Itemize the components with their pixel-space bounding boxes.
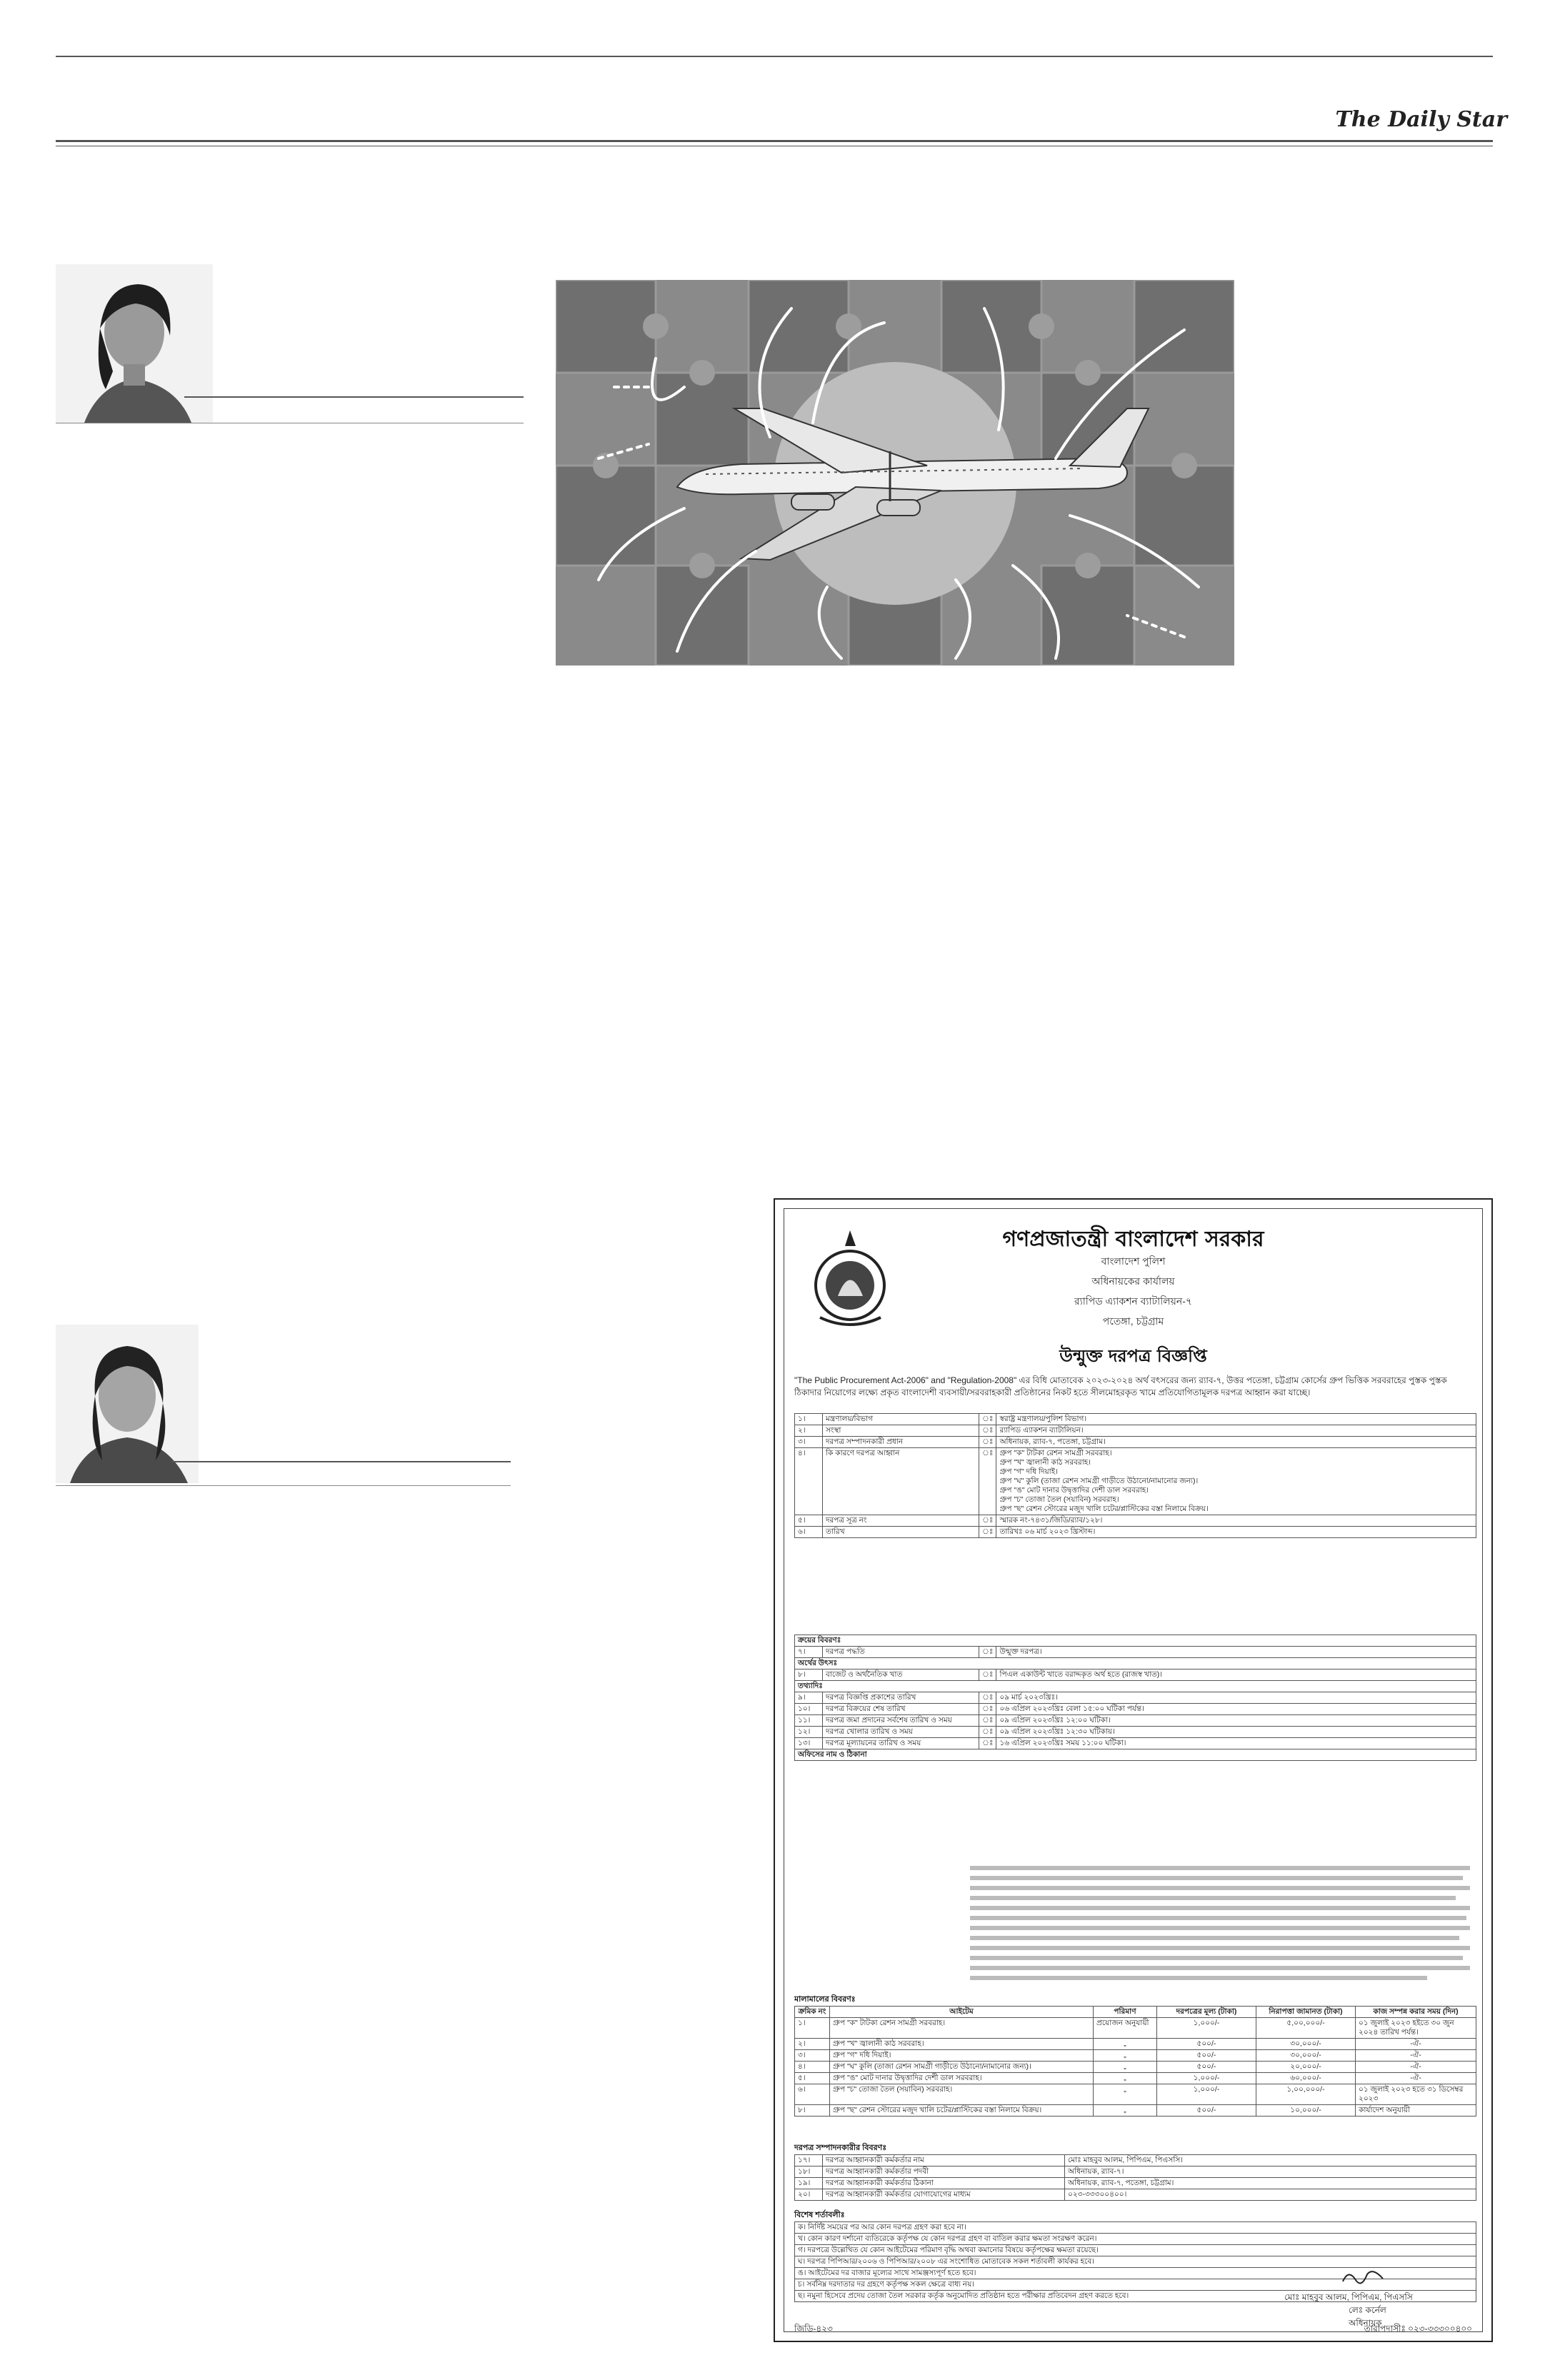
items-section-header: মালামালের বিবরণঃ xyxy=(794,1995,856,2004)
notice-sub-3: র‍্যাপিড এ্যাকশন ব্যাটালিয়ন-৭ xyxy=(1074,1295,1193,1307)
top-rule xyxy=(56,56,1493,57)
conditions-table xyxy=(794,2221,1476,2302)
row-label: দরপত্র বিজ্ঞপ্তি প্রকাশের তারিখ xyxy=(823,1692,979,1704)
list-item: ঙ। আইটেমের দর বাজার মূল্যের সাথে সামঞ্জস্যপূর্ণ হতে হবে। xyxy=(795,2268,1476,2279)
col-header: দরপত্রের মূল্য (টাকা) xyxy=(1157,2007,1256,2018)
row-label: তারিখ xyxy=(823,1527,979,1538)
row-value: অধিনায়ক, র‍্যাব-৭, পতেঙ্গা, চট্টগ্রাম। xyxy=(996,1437,1476,1448)
row-label: দরপত্র খোলার তারিখ ও সময় xyxy=(823,1727,979,1738)
table-row: ১। মন্ত্রণালয়/বিভাগ ঃ স্বরাষ্ট্র মন্ত্রণালয়/পুলিশ বিভাগ। xyxy=(795,1414,1476,1425)
row-label: দরপত্র জমা প্রদানের সর্বশেষ তারিখ ও সময় xyxy=(823,1715,979,1727)
row-no: ৮। xyxy=(795,1669,823,1681)
officer-section-header: দরপত্র সম্পাদনকারীর বিবরণঃ xyxy=(794,2144,887,2152)
col-header: পরিমাণ xyxy=(1094,2007,1157,2018)
table-row: ৪। গ্রুপ "ঘ" কুলি (তাজা রেশন সামগ্রী গাড়ীতে উঠানো/নামানোর জন্য)। „ ৫০০/- ২০,০০০/- -ঐ- xyxy=(795,2062,1476,2073)
table-row: ২। গ্রুপ "খ" জ্বালানী কাঠ সরবরাহ। „ ৫০০/- ৩০,০০০/- -ঐ- xyxy=(795,2039,1476,2050)
list-item: ক। নির্দিষ্ট সময়ের পর আর কোন দরপত্র গ্রহণ করা হবে না। xyxy=(795,2222,1476,2234)
group-item: গ্রুপ "গ" দধি দিয়াই। xyxy=(999,1467,1058,1476)
table-row: ৭। দরপত্র পদ্ধতি ঃ উন্মুক্ত দরপত্র। xyxy=(795,1647,1476,1658)
row-value: ০৯ মার্চ ২০২৩খ্রিঃ। xyxy=(996,1692,1476,1704)
row-label: দরপত্র সম্পাদনকারী প্রধান xyxy=(823,1437,979,1448)
section-header: অর্থের উৎসঃ xyxy=(795,1658,1476,1669)
section-header: তথ্যাদিঃ xyxy=(795,1681,1476,1692)
row-label: দরপত্র সূত্র নং xyxy=(823,1515,979,1527)
row-no: ২। xyxy=(795,1425,823,1437)
table-row: ৬। গ্রুপ "চ" তোজা তৈল (সয়াবিন) সরবরাহ। „ ১,০০০/- ১,০০,০০০/- ০১ জুলাই ২০২৩ হতে ৩১ ডিসেম্বর ২০২৩ xyxy=(795,2084,1476,2105)
row-no: ৬। xyxy=(795,1527,823,1538)
list-item: চ। সর্বনিম্ন দরদাতার দর গ্রহণে কর্তৃপক্ষ সকল ক্ষেত্রে বাধ্য নয়। xyxy=(795,2279,1476,2291)
table-row: ৩। দরপত্র সম্পাদনকারী প্রধান ঃ অধিনায়ক, র‍্যাব-৭, পতেঙ্গা, চট্টগ্রাম। xyxy=(795,1437,1476,1448)
table-row: ১২। দরপত্র খোলার তারিখ ও সময় ঃ ০৯ এপ্রিল ২০২৩খ্রিঃ ১২:৩০ ঘটিকায়। xyxy=(795,1727,1476,1738)
table-row: ৬। তারিখ ঃ তারিখঃ ০৬ মার্চ ২০২৩ খ্রিস্টাব্দ। xyxy=(795,1527,1476,1538)
tender-notice-border xyxy=(784,1208,1483,2332)
officer-table xyxy=(794,2154,1476,2201)
author-photo-1 xyxy=(56,264,213,423)
items-table xyxy=(794,2006,1476,2117)
table-row: ৩। গ্রুপ "গ" দধি দিয়াই। „ ৫০০/- ৩০,০০০/- -ঐ- xyxy=(795,2050,1476,2062)
row-label: দরপত্র পদ্ধতি xyxy=(823,1647,979,1658)
row-no: ৩। xyxy=(795,1437,823,1448)
footer-left-code: জিডি-৪২৩ xyxy=(794,2324,833,2334)
list-item: খ। কোন কারণ দর্শানো ব্যতিরেকে কর্তৃপক্ষ যে কোন দরপত্র গ্রহণ বা বাতিল করার ক্ষমতা সংরক্ষণ করেন। xyxy=(795,2234,1476,2245)
row-value: স্বরাষ্ট্র মন্ত্রণালয়/পুলিশ বিভাগ। xyxy=(996,1414,1476,1425)
row-label: বাজেট ও অর্থনৈতিক খাত xyxy=(823,1669,979,1681)
table-row: ২। সংস্থা ঃ র‍্যাপিড এ্যাকশন ব্যাটালিয়ন। xyxy=(795,1425,1476,1437)
row-value: ০৯ এপ্রিল ২০২৩খ্রিঃ ১২:০০ ঘটিকা। xyxy=(996,1715,1476,1727)
col-header: আইটেম xyxy=(830,2007,1094,2018)
row-value: স্মারক নং-৭৪৩১/জিডি/র‍্যাব/১২৮। xyxy=(996,1515,1476,1527)
group-item: গ্রুপ "ঘ" কুলি (তাজা রেশন সামগ্রী গাড়ীতে উঠানো/নামানোর জন্য)। xyxy=(999,1477,1199,1485)
info-table-mid xyxy=(794,1635,1476,1761)
author-2-rule-1 xyxy=(171,1461,511,1462)
table-row: ৪। কি কারণে দরপত্র আহ্বান ঃ গ্রুপ "ক" টাটকা রেশন সামগ্রী সরবরাহ। গ্রুপ "খ" জ্বালানী কাঠ সরবরাহ। গ্রুপ "গ" দধি দিয়াই। গ্রুপ "ঘ" কুলি (তাজা রেশন সামগ্রী গাড়ীতে উঠানো/নামানোর জন্য)। গ্রুপ "ঙ" মোট দানার উদ্বৃত্তাদির দেশী ডাল সরবরাহ। গ্রুপ "চ" তোজা তৈল (সয়াবিন) সরবরাহ। গ্রুপ "ছ" রেশন স্টোরের মজুদ খালি চটের/প্লাস্টিকের বস্তা নিলামে বিক্রয়। xyxy=(795,1448,1476,1515)
notice-sub-1: বাংলাদেশ পুলিশ xyxy=(1101,1255,1166,1267)
section-header: অফিসের নাম ও ঠিকানা xyxy=(795,1749,1476,1761)
table-header-row xyxy=(795,2007,1476,2018)
row-value: পিএল একাউন্ট খাতে বরাদ্দকৃত অর্থ হতে (রাজস্ব খাত)। xyxy=(996,1669,1476,1681)
list-item: ঘ। দরপত্র পিপিআর/২০০৬ ও পিপিআর/২০০৮ এর সংশোধিত মোতাবেক সকল শর্তাবলী কার্যকর হবে। xyxy=(795,2256,1476,2268)
notice-sub-4: পতেঙ্গা, চট্টগ্রাম xyxy=(1102,1315,1164,1327)
group-item: গ্রুপ "চ" তোজা তৈল (সয়াবিন) সরবরাহ। xyxy=(999,1495,1119,1504)
table-row: ৫। গ্রুপ "ঙ" মোট দানার উদ্বৃত্তাদির দেশী ডাল সরবরাহ। „ ১,০০০/- ৬০,০০০/- -ঐ- xyxy=(795,2073,1476,2084)
signature-scribble xyxy=(1341,2267,1384,2289)
row-no: ৫। xyxy=(795,1515,823,1527)
row-no: ১১। xyxy=(795,1715,823,1727)
table-row: ৫। দরপত্র সূত্র নং ঃ স্মারক নং-৭৪৩১/জিডি/র‍্যাব/১২৮। xyxy=(795,1515,1476,1527)
table-row: ৯। দরপত্র বিজ্ঞপ্তি প্রকাশের তারিখ ঃ ০৯ মার্চ ২০২৩খ্রিঃ। xyxy=(795,1692,1476,1704)
col-header: ক্রমিক নং xyxy=(795,2007,830,2018)
row-no: ৭। xyxy=(795,1647,823,1658)
signature-rank: লেঃ কর্নেল xyxy=(1349,2305,1386,2315)
row-value: র‍্যাপিড এ্যাকশন ব্যাটালিয়ন। xyxy=(996,1425,1476,1437)
group-item: গ্রুপ "ছ" রেশন স্টোরের মজুদ খালি চটের/প্লাস্টিকের বস্তা নিলামে বিক্রয়। xyxy=(999,1505,1209,1513)
footer-right-contact: তারাপদাসীঃ ০২৩-৩৩৩০০৪০০ xyxy=(1364,2324,1472,2334)
airplane-puzzle-illustration xyxy=(556,280,1234,666)
notice-intro: "The Public Procurement Act-2006" and "Regulation-2008" এর বিধি মোতাবেক ২০২৩-২০২৪ অর্থ বৎসরের জন্য র‍্যাব-৭, উত্তর পতেঙ্গা, চট্টগ্রাম কোর্সের গ্রুপ ভিত্তিক সরবরাহের পুস্তক পুস্তক ঠিকাদার নিয়োগের লক্ষ্যে প্রকৃত বাংলাদেশী ব্যবসায়ী/সরবরাহকারী প্রতিষ্ঠানের নিকট হতে সীলমোহরকৃত খামে প্রতিযোগিতামূলক দরপত্র আহ্বান করা যাচ্ছে। xyxy=(794,1375,1447,1397)
section-header: ক্রয়ের বিবরণঃ xyxy=(795,1635,1476,1647)
conditions-section-header: বিশেষ শর্তাবলীঃ xyxy=(794,2211,845,2219)
row-no: ৪। xyxy=(795,1448,823,1515)
row-value: ১৬ এপ্রিল ২০২৩খ্রিঃ সময় ১১:০০ ঘটিকা। xyxy=(996,1738,1476,1749)
author-photo-2 xyxy=(56,1325,199,1483)
table-row: ১৯। দরপত্র আহ্বানকারী কর্মকর্তার ঠিকানা অধিনায়ক, র‍্যাব-৭, পতেঙ্গা, চট্টগ্রাম। xyxy=(795,2178,1476,2189)
row-value: গ্রুপ "ক" টাটকা রেশন সামগ্রী সরবরাহ। xyxy=(999,1449,1112,1457)
notice-heading: উন্মুক্ত দরপত্র বিজ্ঞপ্তি xyxy=(1059,1346,1207,1366)
row-label: মন্ত্রণালয়/বিভাগ xyxy=(823,1414,979,1425)
row-no: ১। xyxy=(795,1414,823,1425)
table-row: ৮। বাজেট ও অর্থনৈতিক খাত ঃ পিএল একাউন্ট খাতে বরাদ্দকৃত অর্থ হতে (রাজস্ব খাত)। xyxy=(795,1669,1476,1681)
row-value: তারিখঃ ০৬ মার্চ ২০২৩ খ্রিস্টাব্দ। xyxy=(996,1527,1476,1538)
signature-name: মোঃ মাহবুব আলম, পিপিএম, পিএসসি xyxy=(1284,2292,1413,2302)
group-item: গ্রুপ "খ" জ্বালানী কাঠ সরবরাহ। xyxy=(999,1458,1091,1467)
list-item: ছ। নমুনা হিসেবে প্রদেয় তোজা তৈল সরকার কর্তৃক অনুমোদিত প্রতিষ্ঠান হতে পরীক্ষার প্রতিবেদন গ্রহণ করতে হবে। xyxy=(795,2291,1476,2302)
col-header: কাজ সম্পন্ন করার সময় (দিন) xyxy=(1356,2007,1476,2018)
table-row: ৮। গ্রুপ "ছ" রেশন স্টোরের মজুদ খালি চটের/প্লাস্টিকের বস্তা নিলামে বিক্রয়। „ ৫০০/- ১০,০০০/- কার্যাদেশ অনুযায়ী xyxy=(795,2105,1476,2117)
table-row: ১০। দরপত্র বিক্রয়ের শেষ তারিখ ঃ ০৬ এপ্রিল ২০২৩খ্রিঃ বেলা ১৫:০০ ঘটিকা পর্যন্ত। xyxy=(795,1704,1476,1715)
tender-notice xyxy=(774,1198,1493,2342)
author-1-rule-1 xyxy=(184,396,524,398)
row-value: ০৬ এপ্রিল ২০২৩খ্রিঃ বেলা ১৫:০০ ঘটিকা পর্যন্ত। xyxy=(996,1704,1476,1715)
info-table-top xyxy=(794,1413,1476,1538)
row-label: কি কারণে দরপত্র আহ্বান xyxy=(823,1448,979,1515)
signature-title: অধিনায়ক xyxy=(1349,2318,1382,2328)
row-label: দরপত্র মূল্যায়নের তারিখ ও সময় xyxy=(823,1738,979,1749)
row-no: ১০। xyxy=(795,1704,823,1715)
table-row: ১। গ্রুপ "ক" টাটকা রেশন সামগ্রী সরবরাহ। প্রয়োজন অনুযায়ী ১,০০০/- ৫,০০,০০০/- ০১ জুলাই ২০২৩ হইতে ৩০ জুন ২০২৪ তারিখ পর্যন্ত। xyxy=(795,2018,1476,2039)
row-no: ৯। xyxy=(795,1692,823,1704)
table-row: ২০। দরপত্র আহ্বানকারী কর্মকর্তার যোগাযোগের মাধ্যম ০২৩-৩৩৩০০৪০০। xyxy=(795,2189,1476,2201)
col-header: নিরাপত্তা জামানত (টাকা) xyxy=(1256,2007,1356,2018)
row-no: ১৩। xyxy=(795,1738,823,1749)
row-value: ০৯ এপ্রিল ২০২৩খ্রিঃ ১২:৩০ ঘটিকায়। xyxy=(996,1727,1476,1738)
table-row: ১৮। দরপত্র আহ্বানকারী কর্মকর্তার পদবী অধিনায়ক, র‍্যাব-৭। xyxy=(795,2166,1476,2178)
row-no: ১২। xyxy=(795,1727,823,1738)
list-item: গ। দরপত্রে উল্লেখিত যে কোন আইটেমের পরিমাণ বৃদ্ধি অথবা কমানোর বিষয়ে কর্তৃপক্ষের ক্ষমতা রয়েছে। xyxy=(795,2245,1476,2256)
row-value: উন্মুক্ত দরপত্র। xyxy=(996,1647,1476,1658)
group-item: গ্রুপ "ঙ" মোট দানার উদ্বৃত্তাদির দেশী ডাল সরবরাহ। xyxy=(999,1486,1149,1495)
table-row: ১৩। দরপত্র মূল্যায়নের তারিখ ও সময় ঃ ১৬ এপ্রিল ২০২৩খ্রিঃ সময় ১১:০০ ঘটিকা। xyxy=(795,1738,1476,1749)
table-row: ১৭। দরপত্র আহ্বানকারী কর্মকর্তার নাম মোঃ মাহবুব আলম, পিপিএম, পিএসসি। xyxy=(795,2155,1476,2166)
notice-title: গণপ্রজাতন্ত্রী বাংলাদেশ সরকার xyxy=(1002,1227,1264,1252)
row-label: দরপত্র বিক্রয়ের শেষ তারিখ xyxy=(823,1704,979,1715)
row-label: সংস্থা xyxy=(823,1425,979,1437)
notice-sub-2: অধিনায়কের কার্যালয় xyxy=(1091,1275,1175,1287)
masthead-logo: The Daily Star xyxy=(1335,107,1507,132)
header-rule-1 xyxy=(56,140,1493,142)
table-row: ১১। দরপত্র জমা প্রদানের সর্বশেষ তারিখ ও সময় ঃ ০৯ এপ্রিল ২০২৩খ্রিঃ ১২:০০ ঘটিকা। xyxy=(795,1715,1476,1727)
author-2-rule-2 xyxy=(56,1485,511,1486)
